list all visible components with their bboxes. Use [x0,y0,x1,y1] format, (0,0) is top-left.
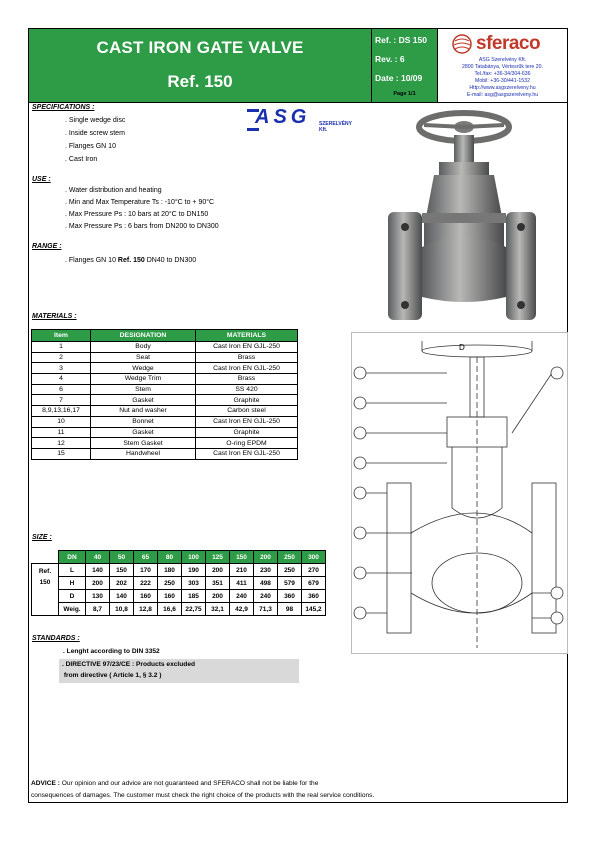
size-value-cell: 250 [278,564,302,577]
size-value-cell: 411 [230,577,254,590]
size-value-cell: 200 [86,577,110,590]
address-line: ASG Szerelvény Kft. [478,57,527,63]
designation-cell: Nut and washer [91,406,196,417]
standard-length: . Lenght according to DIN 3352 [63,648,160,655]
date: Date : 10/09 [375,73,423,83]
item-cell: 8,9,13,16,17 [32,406,91,417]
designation-cell: Wedge Trim [91,374,196,385]
address-line: Mobil: +36-30/441-1532 [475,78,530,84]
material-cell: Cast Iron EN GJL-250 [196,342,298,353]
advice-label: ADVICE : [31,780,62,787]
sferaco-logo [452,33,562,55]
brand-block [438,29,567,102]
size-value-cell: 160 [158,590,182,603]
dimension-label-cell: Weig. [59,603,86,616]
dn-cell: 125 [206,551,230,564]
size-value-cell: 170 [134,564,158,577]
item-cell: 7 [32,395,91,406]
materials-row [32,342,298,353]
material-cell: SS 420 [196,384,298,395]
dn-cell: 200 [254,551,278,564]
header [29,29,567,102]
datasheet-page [28,28,568,803]
item-cell: 10 [32,416,91,427]
use-item: . Max Pressure Ps : 6 bars from DN200 to DN300 [65,223,219,230]
size-value-cell: 351 [206,577,230,590]
designation-cell: Gasket [91,427,196,438]
address-line[interactable]: E-mail: asg@asgszerelveny.hu [466,92,539,98]
material-cell: Cast Iron EN GJL-250 [196,416,298,427]
designation-cell: Seat [91,352,196,363]
size-value-cell: 222 [134,577,158,590]
standards-heading: STANDARDS : [32,635,80,642]
item-cell: 4 [32,374,91,385]
materials-row [32,352,298,363]
use-heading: USE : [32,176,51,183]
directive-line2: from directive ( Article 1, § 3.2 ) [62,672,162,679]
size-value-cell: 8,7 [86,603,110,616]
material-cell: Brass [196,374,298,385]
dn-cell: 250 [278,551,302,564]
item-cell: 1 [32,342,91,353]
dn-cell: 300 [302,551,326,564]
size-value-cell: 240 [230,590,254,603]
sferaco-sphere-icon [452,34,472,54]
ref-cell [32,564,59,616]
header-divider [29,102,567,103]
use-item: . Max Pressure Ps : 10 bars at 20°C to DN150 [65,211,209,218]
size-value-cell: 250 [158,577,182,590]
designation-cell: Handwheel [91,448,196,459]
dn-cell: 80 [158,551,182,564]
size-row [32,564,326,577]
designation-cell: Stem [91,384,196,395]
materials-row [32,395,298,406]
size-value-cell: 98 [278,603,302,616]
asg-letters: ASG [255,106,311,128]
dn-cell: 65 [134,551,158,564]
size-value-cell: 200 [206,590,230,603]
spec-item: . Flanges GN 10 [65,143,116,150]
size-value-cell: 12,8 [134,603,158,616]
spec-item: . Cast Iron [65,156,98,163]
dn-cell: 150 [230,551,254,564]
material-cell: Cast Iron EN GJL-250 [196,363,298,374]
size-row [32,603,326,616]
material-cell: O-ring EPDM [196,438,298,449]
size-value-cell: 579 [278,577,302,590]
size-value-cell: 240 [254,590,278,603]
size-value-cell: 22,75 [182,603,206,616]
dimension-label-cell: D [59,590,86,603]
size-value-cell: 190 [182,564,206,577]
designation-cell: Gasket [91,395,196,406]
materials-row [32,427,298,438]
specifications-heading: SPECIFICATIONS : [32,104,95,111]
materials-table [31,329,298,460]
size-value-cell: 360 [302,590,326,603]
item-cell: 6 [32,384,91,395]
dimension-label-cell: L [59,564,86,577]
size-value-cell: 303 [182,577,206,590]
ref-label: Ref. [38,568,52,575]
title-block [29,29,372,102]
materials-row [32,374,298,385]
item-cell: 11 [32,427,91,438]
size-value-cell: 140 [86,564,110,577]
size-value-cell: 360 [278,590,302,603]
advice-line1 [31,780,318,787]
size-table [31,550,326,616]
asg-sub2: Kft. [319,127,328,133]
ref-value: 150 [39,579,51,586]
advice-text1: Our opinion and our advice are not guaranteed and SFERACO shall not be liable for the [61,780,319,787]
blank-cell [32,551,59,564]
material-cell: Brass [196,352,298,363]
directive-line1: . DIRECTIVE 97/23/CE : Products excluded [62,661,196,668]
range-heading: RANGE : [32,243,62,250]
size-value-cell: 42,9 [230,603,254,616]
address-line[interactable]: Http://www.asgszerelveny.hu [469,85,536,91]
directive-box [59,659,299,683]
designation-cell: Wedge [91,363,196,374]
materials-row [32,406,298,417]
materials-row [32,384,298,395]
designation-cell: Body [91,342,196,353]
size-value-cell: 180 [158,564,182,577]
column-header: Item [32,330,91,342]
materials-row [32,416,298,427]
size-value-cell: 145,2 [302,603,326,616]
material-cell: Cast Iron EN GJL-250 [196,448,298,459]
use-item: . Water distribution and heating [65,187,162,194]
range-ref: Ref. 150 [117,257,145,264]
drawing-dimension-label: D [459,343,465,352]
size-value-cell: 270 [302,564,326,577]
item-cell: 3 [32,363,91,374]
ref-code: Ref. : DS 150 [375,35,427,45]
size-value-cell: 32,1 [206,603,230,616]
page-number: Page 1/1 [393,91,416,97]
designation-cell: Bonnet [91,416,196,427]
size-row [32,590,326,603]
title-line2: Ref. 150 [167,72,233,91]
materials-row [32,363,298,374]
designation-cell: Stem Gasket [91,438,196,449]
asg-sub1: SZERELVÉNY [319,121,352,127]
range-prefix: . Flanges GN 10 [65,257,118,264]
size-value-cell: 185 [182,590,206,603]
dn-cell: 40 [86,551,110,564]
gate-valve-photo [384,107,539,327]
size-row [32,577,326,590]
item-cell: 2 [32,352,91,363]
dn-cell: 50 [110,551,134,564]
size-value-cell: 202 [110,577,134,590]
size-value-cell: 230 [254,564,278,577]
spec-item: . Single wedge disc [65,117,126,124]
size-value-cell: 210 [230,564,254,577]
column-header: MATERIALS [196,330,298,342]
technical-drawing [351,332,568,654]
dn-cell: 100 [182,551,206,564]
address-line: 2800 Tatabánya, Vértesrűk tere 20. [462,64,543,70]
address-line: Tel./fax: +36-34/304-636 [474,71,531,77]
spec-item: . Inside screw stem [65,130,125,137]
size-value-cell: 130 [86,590,110,603]
item-cell: 12 [32,438,91,449]
range-suffix: DN40 to DN300 [144,257,197,264]
size-value-cell: 200 [206,564,230,577]
column-header: DESIGNATION [91,330,196,342]
item-cell: 15 [32,448,91,459]
dn-label-cell: DN [59,551,86,564]
revision: Rev. : 6 [375,54,405,64]
advice-line2: consequences of damages. The customer must check the right choice of the products with the real service conditions. [31,792,375,799]
materials-row [32,438,298,449]
material-cell: Carbon steel [196,406,298,417]
dimension-label-cell: H [59,577,86,590]
asg-logo [247,106,355,135]
materials-heading: MATERIALS : [32,313,77,320]
size-heading: SIZE : [32,534,52,541]
size-value-cell: 16,6 [158,603,182,616]
range-item [65,257,196,264]
materials-row [32,448,298,459]
material-cell: Graphite [196,395,298,406]
title-line1: CAST IRON GATE VALVE [96,38,304,57]
brand-name: sferaco [476,33,541,54]
size-value-cell: 150 [110,564,134,577]
size-value-cell: 71,3 [254,603,278,616]
size-value-cell: 10,8 [110,603,134,616]
use-item: . Min and Max Temperature Ts : -10°C to + 90°C [65,199,215,206]
size-value-cell: 160 [134,590,158,603]
size-value-cell: 140 [110,590,134,603]
size-header-row [32,551,326,564]
materials-header-row [32,330,298,342]
material-cell: Graphite [196,427,298,438]
size-value-cell: 679 [302,577,326,590]
size-value-cell: 498 [254,577,278,590]
